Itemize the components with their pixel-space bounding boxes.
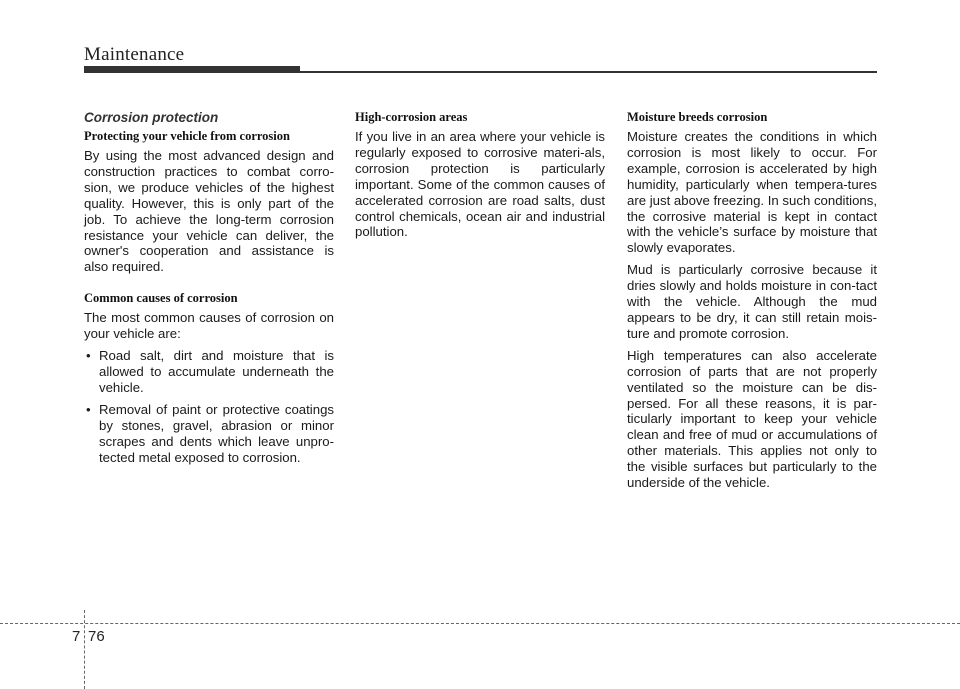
column-3 — [627, 110, 877, 497]
subhead-moisture: Moisture breeds corrosion — [627, 110, 768, 124]
section-title: Corrosion protection — [84, 110, 219, 125]
paragraph-moisture-3: High temperatures can also accelerate corrosion of parts that are not properly ventilated so the moisture can be dis-persed. For all these reasons, it is par-ticularly important to keep your vehicle clean and free of mud or accumulations of other materials. This applies not only to the visible surfaces but particularly to the underside of the vehicle. — [627, 347, 877, 491]
column-1 — [84, 110, 334, 471]
paragraph-high-corrosion: If you live in an area where your vehicle is regularly exposed to corrosive materi-als, corrosion protection is particularly important. Some of the common causes of accelerated corrosion are road salts, dust control chemicals, ocean air and industrial pollution. — [355, 129, 605, 240]
list-item-text: Road salt, dirt and moisture that is allowed to accumulate underneath the vehicle. — [99, 348, 334, 395]
list-item — [84, 348, 334, 396]
bullet-icon: • — [86, 348, 91, 364]
paragraph-protecting: By using the most advanced design and construction practices to combat corro-sion, we produce vehicles of the highest quality. However, this is only part of the job. To achieve the long-term corrosion resistance your vehicle can deliver, the owner's cooperation and assistance is also required. — [84, 148, 334, 275]
page-number: 76 — [88, 628, 105, 645]
list-item — [84, 402, 334, 466]
subhead-high-corrosion: High-corrosion areas — [355, 110, 468, 124]
footer-dashed-divider — [84, 610, 85, 689]
paragraph-common-causes: The most common causes of corrosion on your vehicle are: — [84, 310, 334, 342]
column-2 — [355, 110, 605, 246]
page-header-title: Maintenance — [84, 44, 185, 65]
subhead-protecting: Protecting your vehicle from corrosion — [84, 129, 290, 143]
bullet-icon: • — [86, 401, 91, 417]
list-item-text: Removal of paint or protective coatings by stones, gravel, abrasion or minor scrapes and dents which leave unpro-tected metal exposed to corrosion. — [99, 401, 334, 465]
paragraph-moisture-2: Mud is particularly corrosive because it dries slowly and holds moisture in con-tact with the vehicle. Although the mud appears to be dry, it can still retain mois-ture and promote corrosion. — [627, 262, 877, 341]
subhead-common-causes: Common causes of corrosion — [84, 291, 238, 306]
header-accent-bar — [84, 66, 300, 73]
paragraph-moisture-1: Moisture creates the conditions in which corrosion is most likely to occur. For example, corrosion is accelerated by high humidity, particularly when tempera-tures are just above freezing. In such conditions, the corrosive material is kept in contact with the vehicle’s surface by moisture that slowly evaporates. — [627, 129, 877, 256]
footer-dashed-rule — [0, 623, 960, 624]
header-rule — [300, 71, 877, 73]
causes-list — [84, 348, 334, 465]
chapter-number: 7 — [72, 628, 81, 645]
